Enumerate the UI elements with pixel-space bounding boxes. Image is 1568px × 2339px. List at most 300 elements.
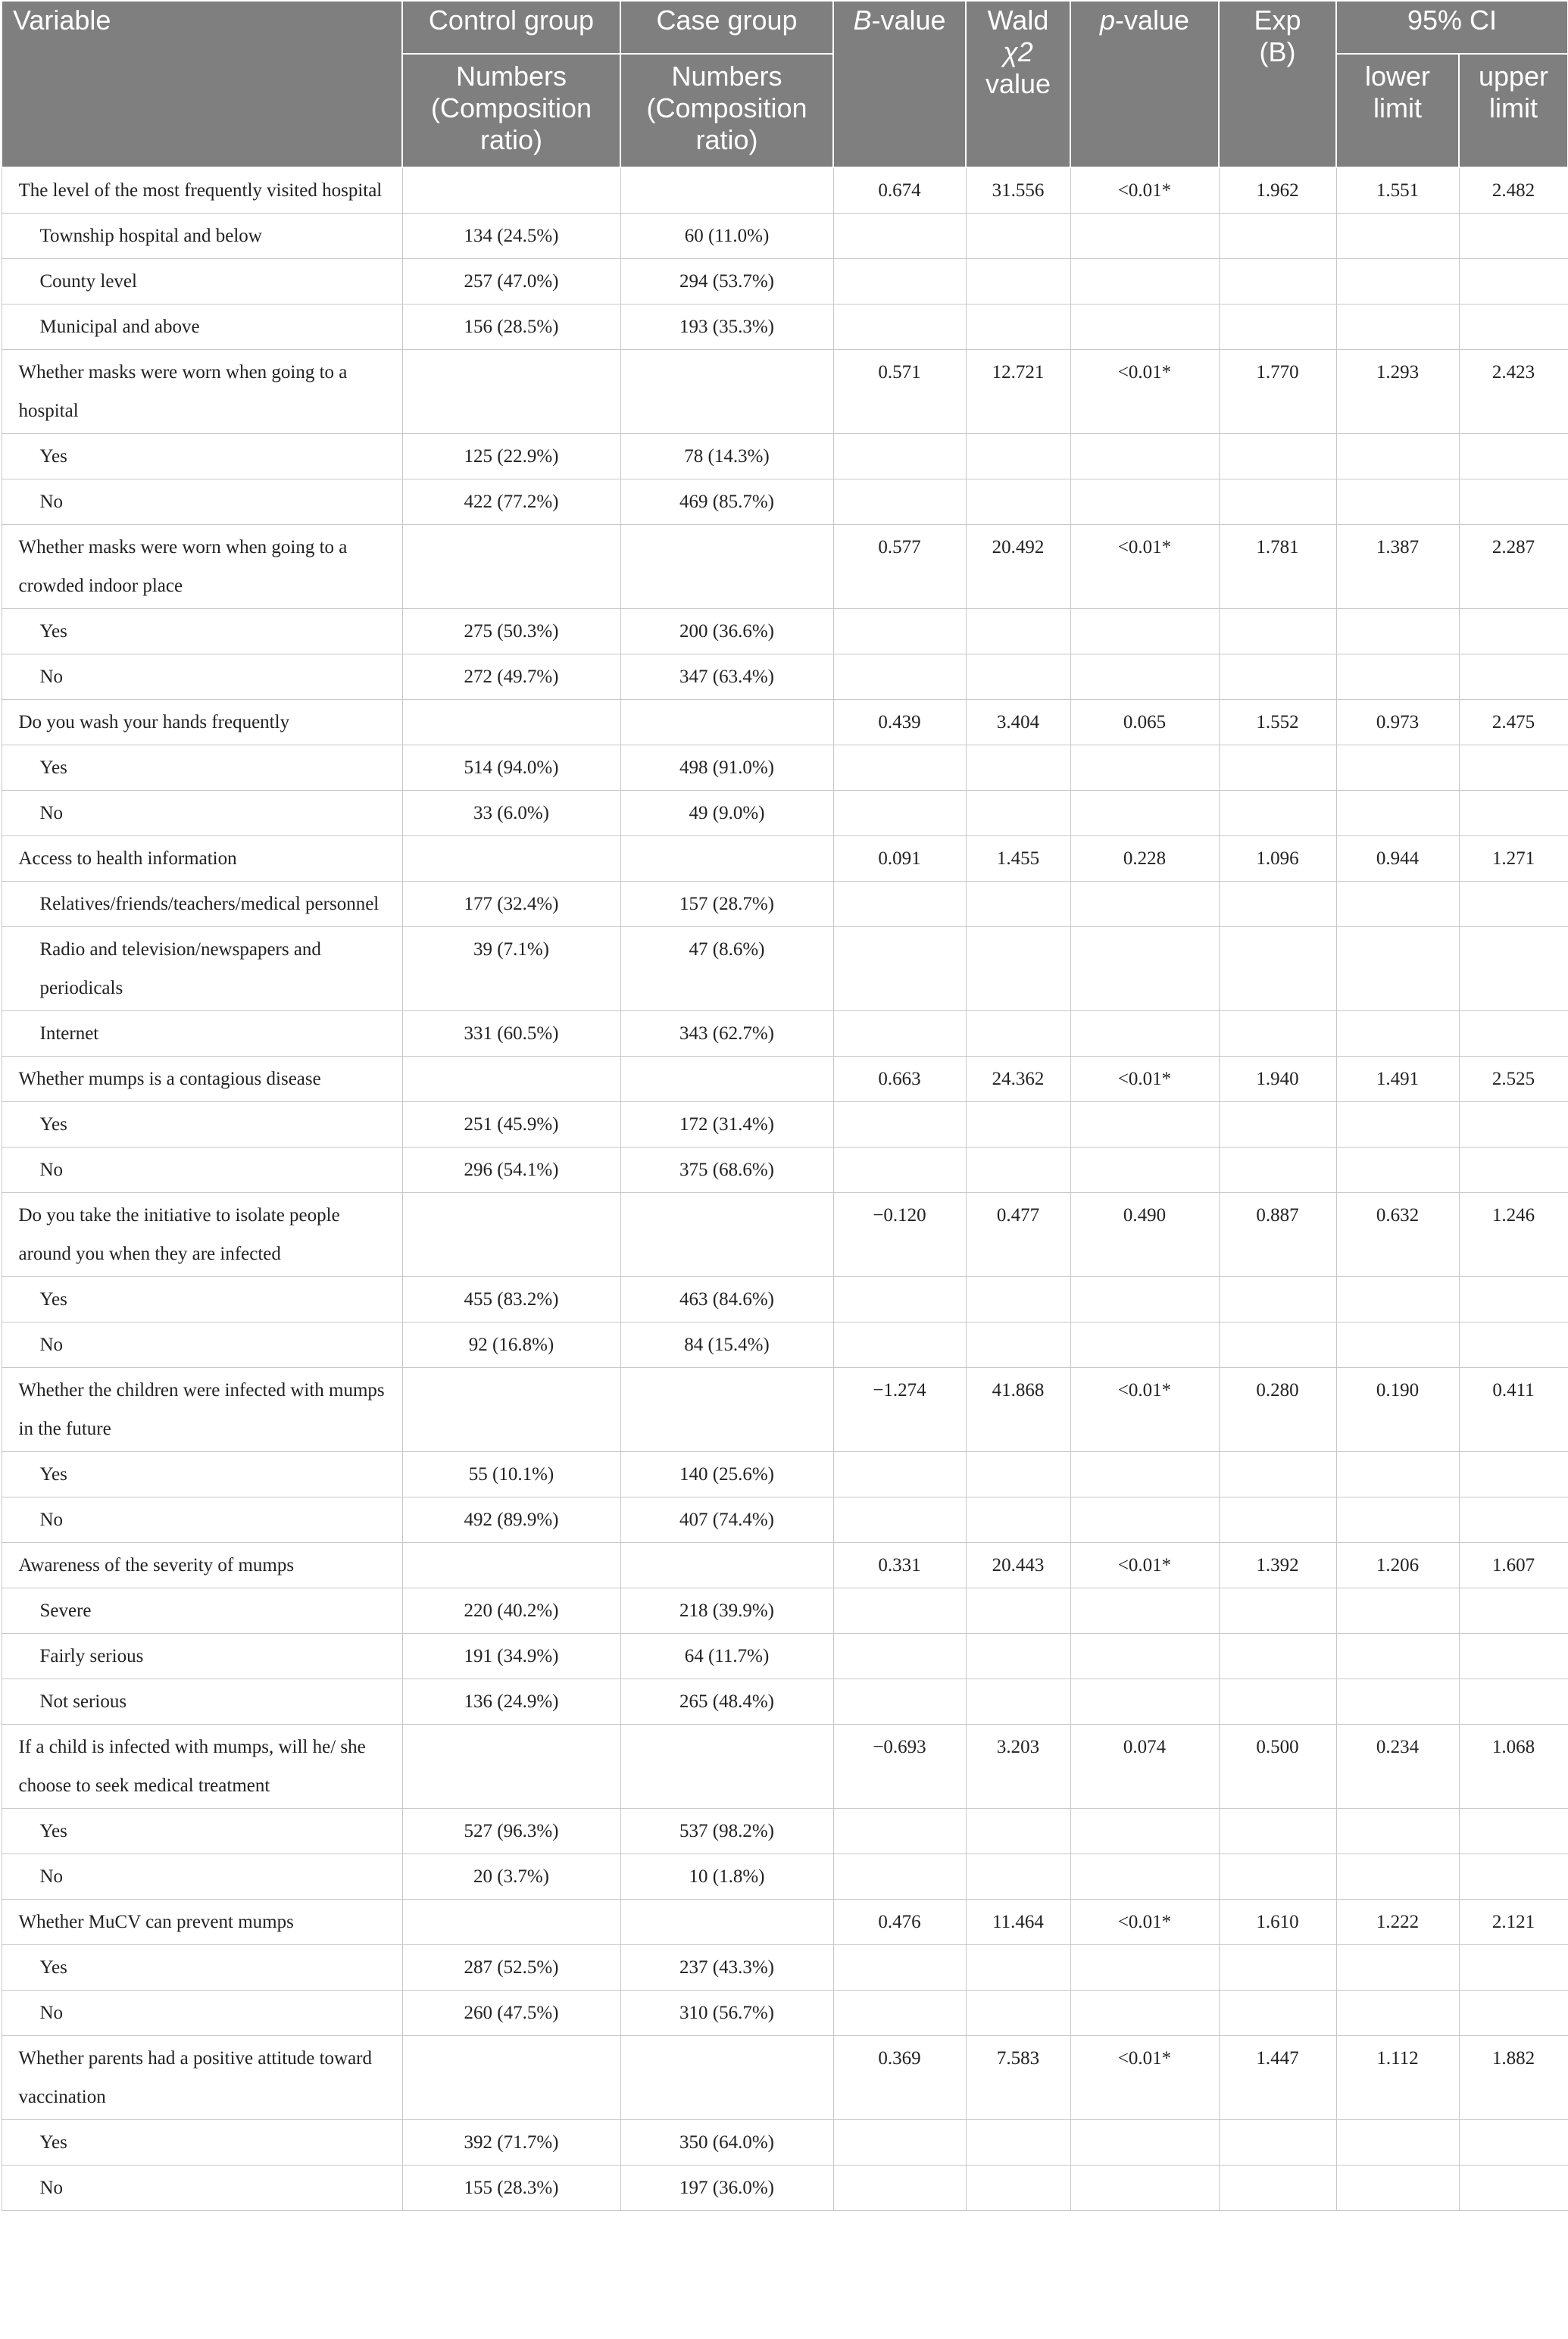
category-label: Yes: [2, 1452, 402, 1497]
case-count: 407 (74.4%): [620, 1497, 833, 1543]
case-count: 10 (1.8%): [620, 1854, 833, 1900]
case-count: 218 (39.9%): [620, 1588, 833, 1634]
ci-lower-empty: [1336, 2120, 1459, 2166]
exp-b: 0.280: [1219, 1368, 1336, 1452]
control-count: 260 (47.5%): [402, 1991, 620, 2036]
control-count: 177 (32.4%): [402, 882, 620, 927]
wald-value-empty: [966, 2166, 1070, 2211]
wald-value-empty: [966, 214, 1070, 259]
variable-name: Access to health information: [2, 836, 402, 882]
category-row: [2, 1809, 1568, 1854]
control-count: 191 (34.9%): [402, 1634, 620, 1679]
p-value-empty: [1070, 434, 1219, 479]
b-value: 0.369: [833, 2036, 966, 2120]
b-value-empty: [833, 1945, 966, 1991]
category-label: No: [2, 791, 402, 836]
case-count: 64 (11.7%): [620, 1634, 833, 1679]
control-count: 155 (28.3%): [402, 2166, 620, 2211]
ci-upper-empty: [1459, 1588, 1568, 1634]
category-row: [2, 791, 1568, 836]
header-lower-limit: lower limit: [1336, 54, 1459, 167]
exp-b-empty: [1219, 1588, 1336, 1634]
case-count: 193 (35.3%): [620, 304, 833, 350]
control-count: 55 (10.1%): [402, 1452, 620, 1497]
wald-value: 1.455: [966, 836, 1070, 882]
exp-b-empty: [1219, 1102, 1336, 1148]
b-value-empty: [833, 745, 966, 791]
ci-lower-empty: [1336, 1945, 1459, 1991]
wald-value-empty: [966, 1588, 1070, 1634]
case-count: 463 (84.6%): [620, 1277, 833, 1323]
category-label: No: [2, 1497, 402, 1543]
p-value-empty: [1070, 259, 1219, 304]
ci-lower: 0.973: [1336, 700, 1459, 745]
case-count: 294 (53.7%): [620, 259, 833, 304]
category-label: Radio and television/newspapers and periodicals: [2, 927, 402, 1011]
category-label: Yes: [2, 745, 402, 791]
p-value: <0.01*: [1070, 1057, 1219, 1102]
category-row: [2, 1679, 1568, 1725]
wald-value-empty: [966, 434, 1070, 479]
exp-b: 0.887: [1219, 1193, 1336, 1277]
b-value: −0.693: [833, 1725, 966, 1809]
p-value-empty: [1070, 1809, 1219, 1854]
ci-lower-empty: [1336, 1679, 1459, 1725]
wald-value-empty: [966, 1497, 1070, 1543]
ci-lower: 1.112: [1336, 2036, 1459, 2120]
variable-name: Do you take the initiative to isolate people around you when they are infected: [2, 1193, 402, 1277]
p-value-empty: [1070, 304, 1219, 350]
b-value-empty: [833, 1634, 966, 1679]
wald-value-empty: [966, 1854, 1070, 1900]
exp-b-empty: [1219, 2166, 1336, 2211]
ci-upper-empty: [1459, 1148, 1568, 1193]
p-value-empty: [1070, 1991, 1219, 2036]
b-value: 0.439: [833, 700, 966, 745]
header-upper-limit: upper limit: [1459, 54, 1568, 167]
ci-upper-empty: [1459, 214, 1568, 259]
case-count: 47 (8.6%): [620, 927, 833, 1011]
variable-row: [2, 700, 1568, 745]
category-label: Severe: [2, 1588, 402, 1634]
wald-value-empty: [966, 259, 1070, 304]
p-value: 0.490: [1070, 1193, 1219, 1277]
ci-lower-empty: [1336, 1634, 1459, 1679]
ci-upper: 2.525: [1459, 1057, 1568, 1102]
control-value: [402, 525, 620, 609]
b-value-empty: [833, 1277, 966, 1323]
b-value-empty: [833, 1809, 966, 1854]
category-label: Yes: [2, 1277, 402, 1323]
wald-value: 24.362: [966, 1057, 1070, 1102]
p-value-empty: [1070, 1945, 1219, 1991]
control-count: 272 (49.7%): [402, 654, 620, 700]
b-value: 0.663: [833, 1057, 966, 1102]
category-label: Township hospital and below: [2, 214, 402, 259]
header-control-group: Control group: [402, 1, 620, 54]
category-row: [2, 1452, 1568, 1497]
control-value: [402, 1725, 620, 1809]
case-value: [620, 1725, 833, 1809]
ci-upper-empty: [1459, 654, 1568, 700]
exp-b-empty: [1219, 434, 1336, 479]
control-count: 125 (22.9%): [402, 434, 620, 479]
exp-b-empty: [1219, 214, 1336, 259]
b-value-empty: [833, 304, 966, 350]
p-value-empty: [1070, 1452, 1219, 1497]
header-numbers-control: Numbers (Composition ratio): [402, 54, 620, 167]
header-case-group: Case group: [620, 1, 833, 54]
control-value: [402, 700, 620, 745]
control-value: [402, 167, 620, 214]
wald-value-empty: [966, 745, 1070, 791]
header-variable: Variable: [2, 1, 402, 167]
wald-value-empty: [966, 304, 1070, 350]
category-row: [2, 1991, 1568, 2036]
control-count: 275 (50.3%): [402, 609, 620, 654]
exp-b-empty: [1219, 1277, 1336, 1323]
control-count: 33 (6.0%): [402, 791, 620, 836]
b-value: 0.331: [833, 1543, 966, 1588]
p-value-empty: [1070, 479, 1219, 525]
case-count: 140 (25.6%): [620, 1452, 833, 1497]
ci-lower: 1.387: [1336, 525, 1459, 609]
control-value: [402, 1057, 620, 1102]
wald-value: 31.556: [966, 167, 1070, 214]
ci-upper-empty: [1459, 609, 1568, 654]
exp-b: 0.500: [1219, 1725, 1336, 1809]
wald-value-empty: [966, 609, 1070, 654]
case-count: 343 (62.7%): [620, 1011, 833, 1057]
b-value-empty: [833, 927, 966, 1011]
ci-lower-empty: [1336, 882, 1459, 927]
wald-value-empty: [966, 1679, 1070, 1725]
b-value-empty: [833, 1323, 966, 1368]
b-value-empty: [833, 1102, 966, 1148]
ci-upper-empty: [1459, 1854, 1568, 1900]
b-value-empty: [833, 214, 966, 259]
b-value-empty: [833, 1991, 966, 2036]
p-value-empty: [1070, 1277, 1219, 1323]
control-count: 422 (77.2%): [402, 479, 620, 525]
category-label: Yes: [2, 1809, 402, 1854]
exp-b-empty: [1219, 609, 1336, 654]
ci-lower: 0.234: [1336, 1725, 1459, 1809]
ci-upper-empty: [1459, 259, 1568, 304]
ci-upper-empty: [1459, 1452, 1568, 1497]
ci-upper-empty: [1459, 2120, 1568, 2166]
category-row: [2, 1588, 1568, 1634]
wald-value: 11.464: [966, 1900, 1070, 1945]
exp-b: 1.770: [1219, 350, 1336, 434]
ci-lower-empty: [1336, 1452, 1459, 1497]
table-header: [2, 1, 1568, 167]
variable-row: [2, 1725, 1568, 1809]
ci-lower: 1.551: [1336, 167, 1459, 214]
exp-b-empty: [1219, 1679, 1336, 1725]
exp-b: 1.447: [1219, 2036, 1336, 2120]
ci-upper: 0.411: [1459, 1368, 1568, 1452]
category-row: [2, 2166, 1568, 2211]
exp-b-empty: [1219, 1452, 1336, 1497]
case-count: 350 (64.0%): [620, 2120, 833, 2166]
b-value-empty: [833, 609, 966, 654]
wald-value-empty: [966, 1102, 1070, 1148]
wald-value: 3.203: [966, 1725, 1070, 1809]
p-value-empty: [1070, 2166, 1219, 2211]
wald-value-empty: [966, 1148, 1070, 1193]
category-label: No: [2, 1991, 402, 2036]
exp-b-empty: [1219, 1945, 1336, 1991]
control-count: 134 (24.5%): [402, 214, 620, 259]
ci-upper: 2.482: [1459, 167, 1568, 214]
p-value-empty: [1070, 1588, 1219, 1634]
exp-b-empty: [1219, 259, 1336, 304]
b-value-empty: [833, 882, 966, 927]
category-label: No: [2, 479, 402, 525]
ci-upper-empty: [1459, 791, 1568, 836]
case-count: 78 (14.3%): [620, 434, 833, 479]
exp-b-empty: [1219, 1854, 1336, 1900]
ci-upper-empty: [1459, 1497, 1568, 1543]
wald-value-empty: [966, 791, 1070, 836]
wald-value-empty: [966, 479, 1070, 525]
header-b-value: B-value: [833, 1, 966, 167]
p-value-empty: [1070, 2120, 1219, 2166]
variable-name: The level of the most frequently visited hospital: [2, 167, 402, 214]
control-value: [402, 1368, 620, 1452]
category-label: County level: [2, 259, 402, 304]
case-count: 84 (15.4%): [620, 1323, 833, 1368]
ci-upper-empty: [1459, 1634, 1568, 1679]
p-value-empty: [1070, 745, 1219, 791]
exp-b-empty: [1219, 479, 1336, 525]
exp-b-empty: [1219, 1991, 1336, 2036]
exp-b-empty: [1219, 2120, 1336, 2166]
ci-lower-empty: [1336, 1991, 1459, 2036]
wald-value: 12.721: [966, 350, 1070, 434]
b-value-empty: [833, 1854, 966, 1900]
variable-name: Whether MuCV can prevent mumps: [2, 1900, 402, 1945]
ci-lower-empty: [1336, 1588, 1459, 1634]
case-value: [620, 836, 833, 882]
control-count: 136 (24.9%): [402, 1679, 620, 1725]
b-value-empty: [833, 1497, 966, 1543]
category-row: [2, 1497, 1568, 1543]
header-p-value: p-value: [1070, 1, 1219, 167]
ci-lower-empty: [1336, 259, 1459, 304]
wald-value: 20.492: [966, 525, 1070, 609]
b-value-empty: [833, 1679, 966, 1725]
wald-value-empty: [966, 882, 1070, 927]
b-value: 0.571: [833, 350, 966, 434]
p-value-empty: [1070, 214, 1219, 259]
ci-upper-empty: [1459, 1945, 1568, 1991]
control-count: 331 (60.5%): [402, 1011, 620, 1057]
control-count: 492 (89.9%): [402, 1497, 620, 1543]
exp-b-empty: [1219, 1497, 1336, 1543]
case-value: [620, 2036, 833, 2120]
wald-value: 3.404: [966, 700, 1070, 745]
case-count: 310 (56.7%): [620, 1991, 833, 2036]
ci-upper-empty: [1459, 1011, 1568, 1057]
exp-b: 1.962: [1219, 167, 1336, 214]
case-value: [620, 1543, 833, 1588]
variable-name: If a child is infected with mumps, will he/ she choose to seek medical treatment: [2, 1725, 402, 1809]
b-value-empty: [833, 791, 966, 836]
ci-lower: 0.190: [1336, 1368, 1459, 1452]
case-value: [620, 167, 833, 214]
p-value: <0.01*: [1070, 2036, 1219, 2120]
ci-upper: 1.246: [1459, 1193, 1568, 1277]
b-value-empty: [833, 1452, 966, 1497]
b-value: 0.674: [833, 167, 966, 214]
p-value: <0.01*: [1070, 350, 1219, 434]
control-count: 156 (28.5%): [402, 304, 620, 350]
header-95-ci: 95% CI: [1336, 1, 1568, 54]
wald-value-empty: [966, 1323, 1070, 1368]
b-value-empty: [833, 2120, 966, 2166]
b-value-empty: [833, 479, 966, 525]
ci-upper: 1.271: [1459, 836, 1568, 882]
exp-b: 1.610: [1219, 1900, 1336, 1945]
control-count: 257 (47.0%): [402, 259, 620, 304]
control-value: [402, 2036, 620, 2120]
ci-lower-empty: [1336, 1102, 1459, 1148]
case-count: 237 (43.3%): [620, 1945, 833, 1991]
ci-upper: 2.287: [1459, 525, 1568, 609]
ci-lower-empty: [1336, 1809, 1459, 1854]
exp-b-empty: [1219, 1634, 1336, 1679]
p-value: <0.01*: [1070, 167, 1219, 214]
p-value-empty: [1070, 1102, 1219, 1148]
ci-upper: 1.882: [1459, 2036, 1568, 2120]
category-row: [2, 214, 1568, 259]
logistic-regression-table: [1, 0, 1568, 2211]
variable-row: [2, 1368, 1568, 1452]
wald-value-empty: [966, 2120, 1070, 2166]
control-count: 455 (83.2%): [402, 1277, 620, 1323]
ci-lower-empty: [1336, 1323, 1459, 1368]
ci-lower: 1.293: [1336, 350, 1459, 434]
p-value: 0.074: [1070, 1725, 1219, 1809]
category-row: [2, 434, 1568, 479]
ci-upper-empty: [1459, 1102, 1568, 1148]
b-value: −0.120: [833, 1193, 966, 1277]
category-label: No: [2, 1323, 402, 1368]
variable-row: [2, 350, 1568, 434]
control-count: 39 (7.1%): [402, 927, 620, 1011]
exp-b-empty: [1219, 745, 1336, 791]
category-row: [2, 1277, 1568, 1323]
ci-lower: 0.632: [1336, 1193, 1459, 1277]
ci-lower: 1.206: [1336, 1543, 1459, 1588]
wald-value-empty: [966, 1277, 1070, 1323]
b-value: −1.274: [833, 1368, 966, 1452]
exp-b-empty: [1219, 882, 1336, 927]
control-value: [402, 350, 620, 434]
variable-row: [2, 2036, 1568, 2120]
wald-value-empty: [966, 1452, 1070, 1497]
ci-lower: 1.491: [1336, 1057, 1459, 1102]
exp-b-empty: [1219, 654, 1336, 700]
case-value: [620, 1193, 833, 1277]
p-value: 0.228: [1070, 836, 1219, 882]
ci-upper-empty: [1459, 1277, 1568, 1323]
category-label: Not serious: [2, 1679, 402, 1725]
case-count: 265 (48.4%): [620, 1679, 833, 1725]
p-value-empty: [1070, 1634, 1219, 1679]
p-value-empty: [1070, 1679, 1219, 1725]
header-wald: Wald χ2 value: [966, 1, 1070, 167]
ci-lower-empty: [1336, 434, 1459, 479]
case-value: [620, 1057, 833, 1102]
control-count: 251 (45.9%): [402, 1102, 620, 1148]
variable-name: Whether parents had a positive attitude toward vaccination: [2, 2036, 402, 2120]
wald-value: 20.443: [966, 1543, 1070, 1588]
category-label: Yes: [2, 609, 402, 654]
exp-b: 1.781: [1219, 525, 1336, 609]
control-count: 514 (94.0%): [402, 745, 620, 791]
case-count: 375 (68.6%): [620, 1148, 833, 1193]
variable-name: Whether mumps is a contagious disease: [2, 1057, 402, 1102]
header-numbers-case: Numbers (Composition ratio): [620, 54, 833, 167]
b-value-empty: [833, 1148, 966, 1193]
variable-row: [2, 525, 1568, 609]
ci-upper-empty: [1459, 434, 1568, 479]
p-value: <0.01*: [1070, 525, 1219, 609]
control-count: 287 (52.5%): [402, 1945, 620, 1991]
variable-name: Whether the children were infected with mumps in the future: [2, 1368, 402, 1452]
case-count: 347 (63.4%): [620, 654, 833, 700]
case-count: 469 (85.7%): [620, 479, 833, 525]
ci-upper-empty: [1459, 304, 1568, 350]
case-count: 537 (98.2%): [620, 1809, 833, 1854]
p-value-empty: [1070, 791, 1219, 836]
case-value: [620, 1368, 833, 1452]
ci-lower-empty: [1336, 479, 1459, 525]
p-value: <0.01*: [1070, 1543, 1219, 1588]
control-value: [402, 836, 620, 882]
ci-lower-empty: [1336, 745, 1459, 791]
category-label: Internet: [2, 1011, 402, 1057]
b-value-empty: [833, 1588, 966, 1634]
ci-upper-empty: [1459, 479, 1568, 525]
wald-value-empty: [966, 1945, 1070, 1991]
table-body: [2, 167, 1568, 2211]
b-value: 0.476: [833, 1900, 966, 1945]
exp-b: 1.392: [1219, 1543, 1336, 1588]
ci-lower-empty: [1336, 214, 1459, 259]
variable-row: [2, 1193, 1568, 1277]
exp-b-empty: [1219, 1809, 1336, 1854]
b-value-empty: [833, 2166, 966, 2211]
category-label: Yes: [2, 1102, 402, 1148]
p-value: 0.065: [1070, 700, 1219, 745]
category-row: [2, 259, 1568, 304]
variable-name: Do you wash your hands frequently: [2, 700, 402, 745]
variable-name: Awareness of the severity of mumps: [2, 1543, 402, 1588]
variable-row: [2, 1057, 1568, 1102]
ci-upper-empty: [1459, 1809, 1568, 1854]
category-row: [2, 1323, 1568, 1368]
category-label: No: [2, 654, 402, 700]
category-label: No: [2, 1148, 402, 1193]
category-label: Fairly serious: [2, 1634, 402, 1679]
wald-value-empty: [966, 1991, 1070, 2036]
case-count: 172 (31.4%): [620, 1102, 833, 1148]
b-value-empty: [833, 1011, 966, 1057]
